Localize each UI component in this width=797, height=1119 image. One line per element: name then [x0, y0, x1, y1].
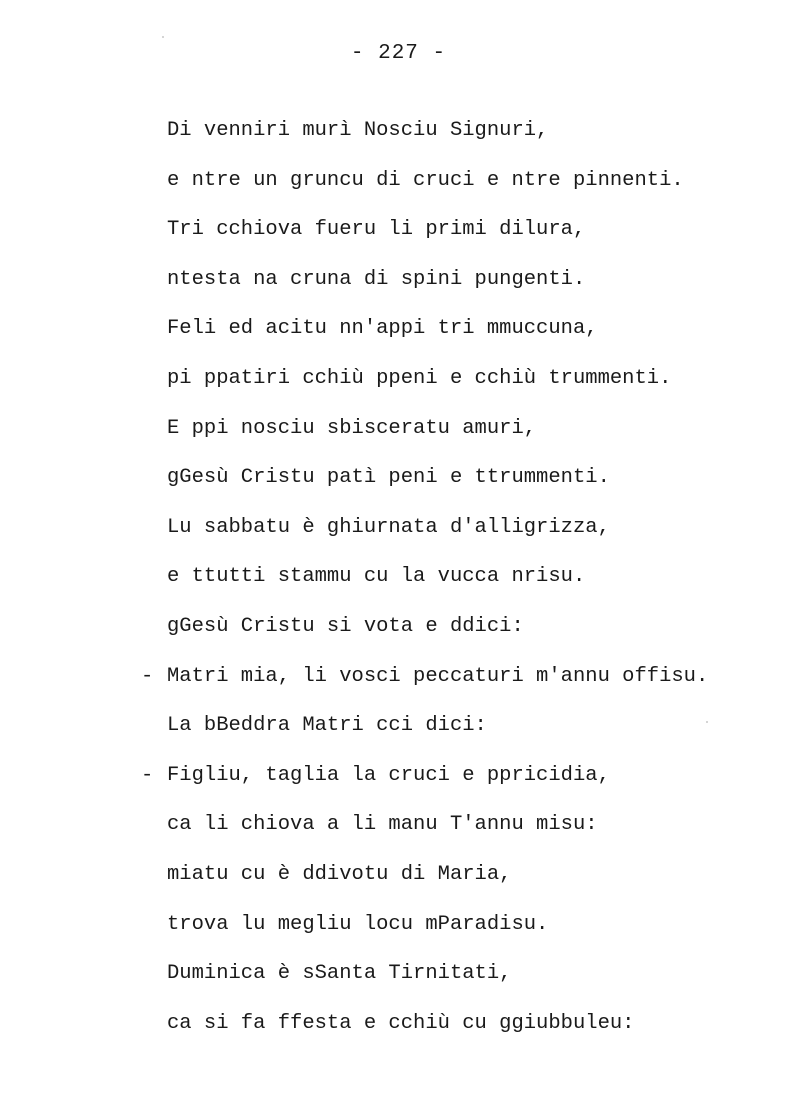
scan-speck — [706, 721, 708, 723]
poem-line-text: Figliu, taglia la cruci e ppricidia, — [167, 763, 610, 787]
poem-line-text: Lu sabbatu è ghiurnata d'alligrizza, — [167, 515, 610, 539]
poem-line — [0, 462, 797, 512]
poem-line — [0, 909, 797, 959]
poem-line — [0, 313, 797, 363]
poem-line — [0, 611, 797, 661]
poem-line-text: La bBeddra Matri cci dici: — [167, 714, 487, 738]
poem-line — [0, 561, 797, 611]
poem-line — [0, 115, 797, 165]
poem-line — [0, 264, 797, 314]
poem-text — [0, 115, 797, 1057]
poem-line — [0, 958, 797, 1008]
poem-line — [0, 165, 797, 215]
poem-line — [0, 710, 797, 760]
poem-line-text: miatu cu è ddivotu di Maria, — [167, 862, 512, 886]
poem-line-text: Feli ed acitu nn'appi tri mmuccuna, — [167, 317, 598, 341]
poem-line-text: pi ppatiri cchiù ppeni e cchiù trummenti. — [167, 366, 672, 390]
poem-line — [0, 661, 797, 711]
poem-line-text: Matri mia, li vosci peccaturi m'annu offisu. — [167, 664, 709, 688]
poem-line-text: E ppi nosciu sbisceratu amuri, — [167, 416, 537, 440]
poem-line — [0, 413, 797, 463]
poem-line — [0, 760, 797, 810]
poem-line-text: gGesù Cristu si vota e ddici: — [167, 614, 524, 638]
dialogue-dash: - — [141, 664, 154, 688]
poem-line — [0, 1008, 797, 1058]
poem-line — [0, 363, 797, 413]
poem-line-text: ntesta na cruna di spini pungenti. — [167, 267, 586, 291]
poem-line — [0, 809, 797, 859]
poem-line-text: Duminica è sSanta Tirnitati, — [167, 962, 512, 986]
poem-line-text: e ntre un gruncu di cruci e ntre pinnenti. — [167, 168, 684, 192]
page-number: - 227 - — [350, 42, 447, 65]
poem-line — [0, 512, 797, 562]
poem-line-text: trova lu megliu locu mParadisu. — [167, 912, 549, 936]
poem-line-text: ca li chiova a li manu T'annu misu: — [167, 813, 598, 837]
poem-line-text: e ttutti stammu cu la vucca nrisu. — [167, 565, 586, 589]
poem-line-text: Di venniri murì Nosciu Signuri, — [167, 119, 549, 142]
poem-line — [0, 859, 797, 909]
scan-speck — [162, 36, 164, 38]
dialogue-dash: - — [141, 763, 154, 787]
poem-line — [0, 214, 797, 264]
poem-line-text: Tri cchiova fueru li primi dilura, — [167, 218, 586, 242]
poem-line-text: gGesù Cristu patì peni e ttrummenti. — [167, 466, 610, 490]
poem-line-text: ca si fa ffesta e cchiù cu ggiubbuleu: — [167, 1011, 635, 1035]
